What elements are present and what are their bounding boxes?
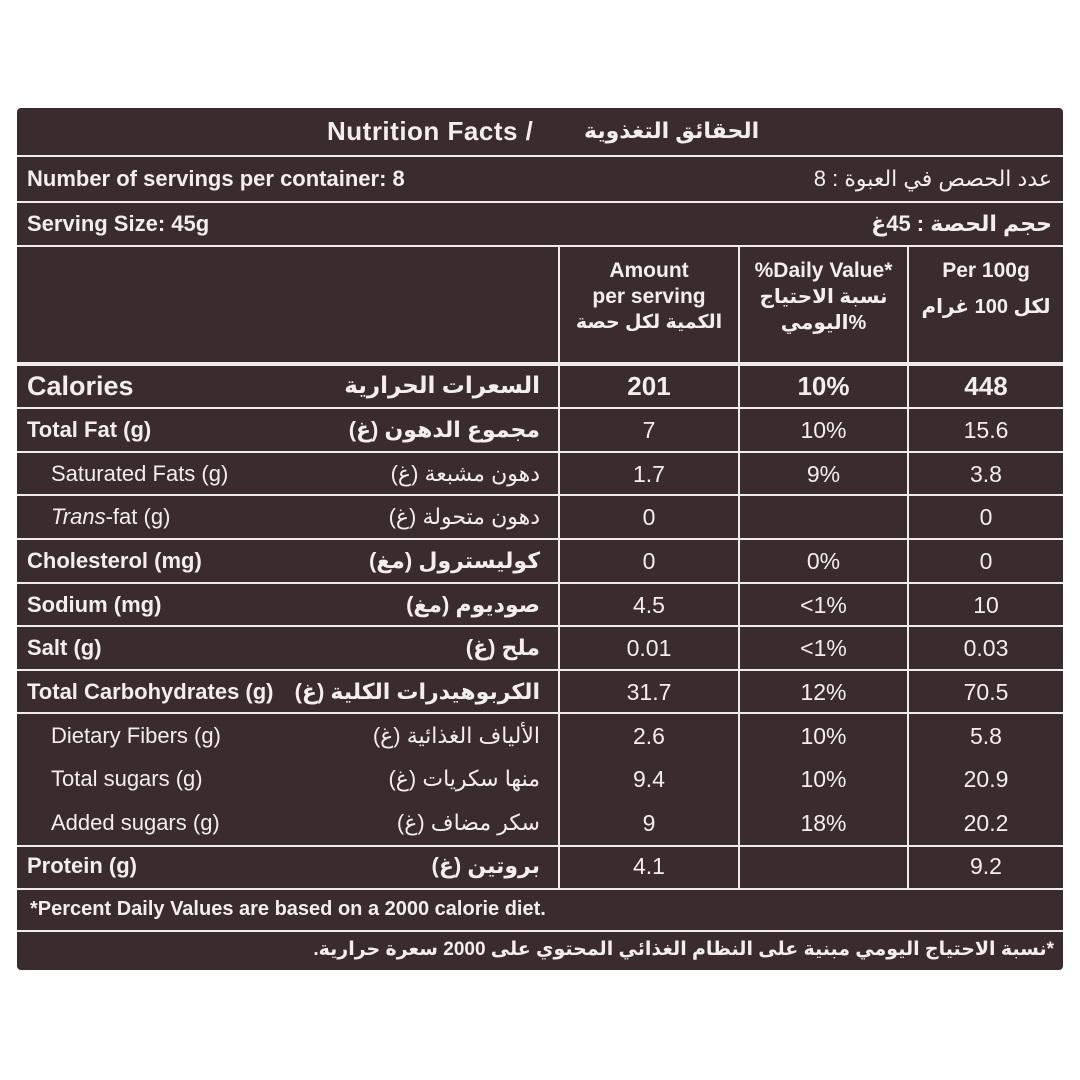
row-label-ar: الكربوهيدرات الكلية (غ) bbox=[294, 679, 540, 704]
serving-size-ar: حجم الحصة : 45غ bbox=[871, 211, 1052, 236]
row-per100: 0.03 bbox=[963, 635, 1009, 661]
col-per100-ar: لكل 100 غرام bbox=[921, 296, 1051, 318]
serving-size-en: Serving Size: 45g bbox=[27, 211, 210, 236]
col-amount-l2: per serving bbox=[592, 285, 706, 308]
row-label-ar: بروتين (غ) bbox=[431, 853, 540, 878]
row-label-en: Saturated Fats (g) bbox=[51, 461, 229, 486]
row-amount: 0 bbox=[642, 504, 656, 530]
row-per100: 0 bbox=[979, 504, 993, 530]
row-label-italic: Trans bbox=[51, 504, 106, 529]
row-amount: 2.6 bbox=[633, 723, 665, 749]
row-dv: 0% bbox=[806, 548, 841, 574]
row-per100: 20.9 bbox=[963, 766, 1009, 792]
row-amount: 0.01 bbox=[626, 635, 672, 661]
col-amount-ar: الكمية لكل حصة bbox=[575, 312, 723, 333]
row-label-ar: الألياف الغذائية (غ) bbox=[372, 723, 540, 748]
column-rule bbox=[907, 245, 909, 845]
row-label-en: Added sugars (g) bbox=[51, 810, 220, 835]
rule bbox=[17, 888, 1063, 890]
row-label-en: Salt (g) bbox=[27, 635, 102, 660]
col-dv-l1: %Daily Value* bbox=[754, 259, 893, 282]
row-label-en: Dietary Fibers (g) bbox=[51, 723, 221, 748]
row-label-ar: ملح (غ) bbox=[465, 635, 540, 660]
rule bbox=[17, 930, 1063, 932]
rule bbox=[17, 155, 1063, 157]
row-label-en: Calories bbox=[27, 371, 134, 401]
title-ar: الحقائق التغذوية bbox=[584, 118, 760, 143]
row-dv: 10% bbox=[800, 723, 847, 749]
row-label-ar: السعرات الحرارية bbox=[344, 372, 540, 398]
row-label-ar: مجموع الدهون (غ) bbox=[348, 417, 540, 442]
row-label-en: Cholesterol (mg) bbox=[27, 548, 202, 573]
row-label-ar: منها سكريات (غ) bbox=[388, 766, 540, 791]
row-dv: 9% bbox=[806, 461, 841, 487]
col-per100-header bbox=[909, 258, 1063, 320]
footer-note-en: *Percent Daily Values are based on a 2000 calorie diet. bbox=[30, 898, 546, 920]
column-rule bbox=[738, 845, 740, 888]
col-per100-l1: Per 100g bbox=[942, 259, 1030, 282]
row-label-en: Total Fat (g) bbox=[27, 417, 152, 442]
row-amount: 4.1 bbox=[633, 853, 665, 879]
row-dv: 10% bbox=[800, 766, 847, 792]
row-per100: 10 bbox=[973, 592, 999, 618]
row-amount: 0 bbox=[642, 548, 656, 574]
col-dv-ar2: %اليومي bbox=[780, 312, 867, 334]
col-dv-ar1: نسبة الاحتياج bbox=[759, 286, 888, 308]
col-amount-l1: Amount bbox=[609, 259, 689, 282]
row-dv: <1% bbox=[800, 592, 847, 618]
row-amount: 201 bbox=[627, 371, 671, 401]
footer-note-ar: *نسبة الاحتياج اليومي مبنية على النظام الغذائي المحتوي على 2000 سعرة حرارية. bbox=[313, 939, 1054, 960]
row-label-ar: كوليسترول (مغ) bbox=[368, 548, 540, 573]
row-label-en: Protein (g) bbox=[27, 853, 137, 878]
row-label-en: Total Carbohydrates (g) bbox=[27, 679, 274, 704]
row-dv: 18% bbox=[800, 810, 847, 836]
title-en: Nutrition Facts / bbox=[327, 116, 534, 146]
row-per100: 3.8 bbox=[970, 461, 1002, 487]
row-amount: 4.5 bbox=[633, 592, 665, 618]
row-label-rest: -fat (g) bbox=[105, 504, 171, 529]
col-amount-header bbox=[560, 258, 738, 336]
row-dv: <1% bbox=[800, 635, 847, 661]
row-label-ar: دهون متحولة (غ) bbox=[388, 504, 540, 529]
servings-en: Number of servings per container: 8 bbox=[27, 166, 405, 191]
row-amount: 1.7 bbox=[633, 461, 665, 487]
rule bbox=[17, 201, 1063, 203]
row-amount: 31.7 bbox=[626, 679, 672, 705]
row-dv: 10% bbox=[797, 371, 850, 401]
row-per100: 448 bbox=[964, 371, 1008, 401]
row-dv: 12% bbox=[800, 679, 847, 705]
row-amount: 7 bbox=[642, 417, 656, 443]
servings-ar: عدد الحصص في العبوة : 8 bbox=[813, 166, 1052, 191]
row-label-en bbox=[51, 506, 170, 528]
row-per100: 70.5 bbox=[963, 679, 1009, 705]
row-per100: 5.8 bbox=[970, 723, 1002, 749]
row-label-ar: سكر مضاف (غ) bbox=[396, 810, 540, 835]
row-amount: 9 bbox=[642, 810, 656, 836]
row-per100: 20.2 bbox=[963, 810, 1009, 836]
row-per100: 9.2 bbox=[970, 853, 1002, 879]
row-label-ar: دهون مشبعة (غ) bbox=[390, 461, 540, 486]
row-label-ar: صوديوم (مغ) bbox=[406, 592, 540, 617]
row-dv: 10% bbox=[800, 417, 847, 443]
row-label-en: Sodium (mg) bbox=[27, 592, 162, 617]
row-amount: 9.4 bbox=[633, 766, 665, 792]
row-label-en: Total sugars (g) bbox=[51, 766, 203, 791]
row-per100: 15.6 bbox=[963, 417, 1009, 443]
row-per100: 0 bbox=[979, 548, 993, 574]
col-dv-header bbox=[740, 258, 907, 336]
